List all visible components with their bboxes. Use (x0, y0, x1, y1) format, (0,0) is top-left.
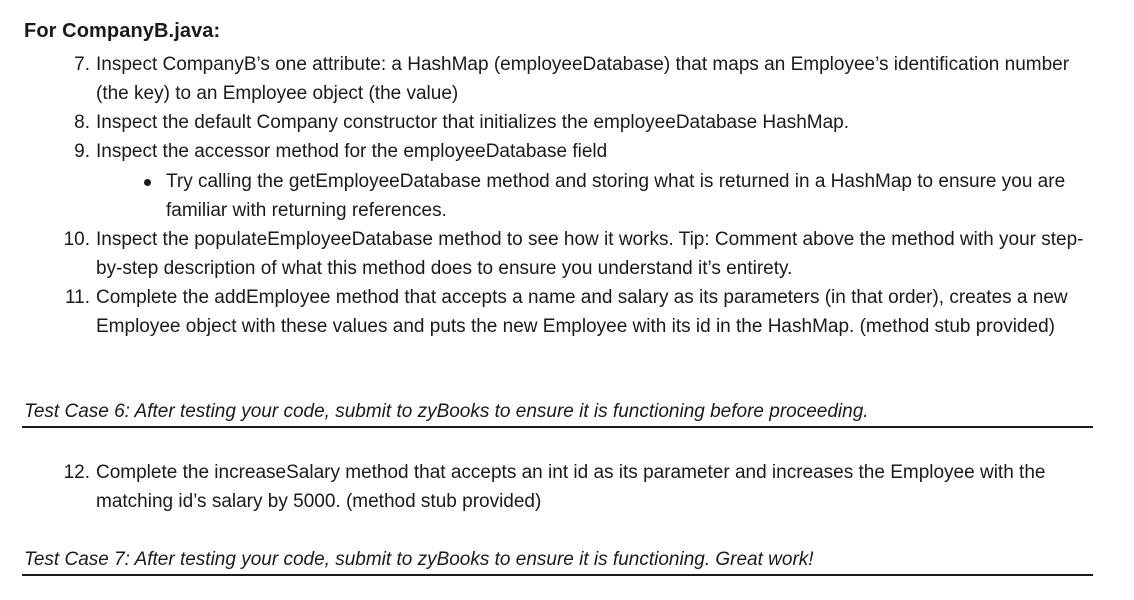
list-item-text: Inspect the populateEmployeeDatabase method to see how it works. Tip: Comment above the method with your step-by-step description of what this method does to ensure you understand it’s entirety. (96, 229, 1084, 279)
sub-bullet-item (144, 167, 1094, 225)
list-item-9 (50, 137, 1100, 166)
list-item-8 (50, 108, 1100, 137)
divider-line (22, 574, 1093, 576)
list-item-number: 8. (74, 112, 90, 133)
list-item-number: 7. (74, 54, 90, 75)
test-case-6: Test Case 6: After testing your code, submit to zyBooks to ensure it is functioning before proceeding. (24, 401, 869, 422)
bullet-dot-icon (144, 179, 151, 186)
list-item-number: 10. (63, 229, 90, 250)
list-item-text: Inspect the accessor method for the employeeDatabase field (96, 141, 608, 162)
list-item-11 (50, 283, 1100, 341)
list-item-7 (50, 50, 1100, 108)
section-heading: For CompanyB.java: (24, 20, 221, 42)
list-item-12 (50, 458, 1100, 516)
list-item-text: Complete the increaseSalary method that accepts an int id as its parameter and increases the Employee with the matching id’s salary by 5000. (method stub provided) (96, 462, 1046, 512)
list-item-number: 9. (74, 141, 90, 162)
list-item-text: Inspect the default Company constructor that initializes the employeeDatabase HashMap. (96, 112, 850, 133)
list-item-text: Inspect CompanyB’s one attribute: a HashMap (employeeDatabase) that maps an Employee’s identification number (the key) to an Employee object (the value) (96, 54, 1070, 104)
test-case-7: Test Case 7: After testing your code, submit to zyBooks to ensure it is functioning. Great work! (24, 549, 814, 570)
list-item-text: Complete the addEmployee method that accepts a name and salary as its parameters (in that order), creates a new Employee object with these values and puts the new Employee with its id in the HashMap. (method stub provided) (96, 287, 1068, 337)
list-item-10 (50, 225, 1100, 283)
sub-bullet-text: Try calling the getEmployeeDatabase method and storing what is returned in a HashMap to ensure you are familiar with returning references. (166, 171, 1066, 221)
divider-line (22, 426, 1093, 428)
list-item-number: 12. (63, 462, 90, 483)
list-item-number: 11. (64, 287, 90, 308)
